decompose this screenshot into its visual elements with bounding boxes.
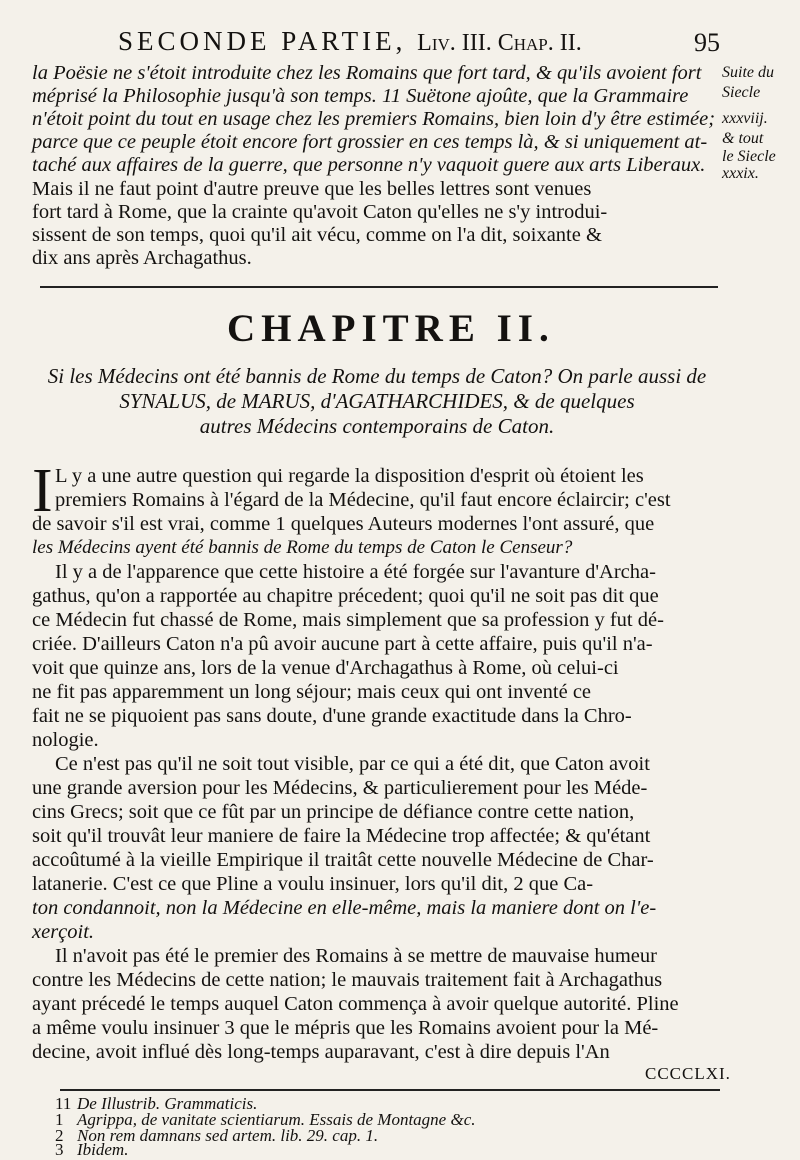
body-line: gathus, qu'on a rapportée au chapitre précedent; quoi qu'il ne soit pas dit que bbox=[32, 585, 659, 607]
body-line: latanerie. C'est ce que Pline a voulu insinuer, lors qu'il dit, 2 que Ca- bbox=[32, 873, 594, 895]
text-line: parce que ce peuple étoit encore fort grossier en ces temps là, & si uniquement at- bbox=[32, 131, 708, 153]
body-line: cins Grecs; soit que ce fût par un principe de défiance contre cette nation, bbox=[32, 801, 635, 823]
footnote-number: 11 bbox=[55, 1094, 72, 1113]
text-line: méprisé la Philosophie jusqu'à son temps. 11 Suëtone ajoûte, que la Grammaire bbox=[32, 85, 689, 107]
chapter-subtitle-line: autres Médecins contemporains de Caton. bbox=[199, 414, 555, 438]
text-line: taché aux affaires de la guerre, que personne n'y vaquoit guere aux arts Liberaux. bbox=[32, 154, 706, 176]
text-line: sissent de son temps, quoi qu'il ait vécu, comme on l'a dit, soixante & bbox=[32, 224, 602, 246]
body-line: Ce n'est pas qu'il ne soit tout visible, par ce qui a été dit, que Caton avoit bbox=[55, 753, 650, 775]
footnote-text: De Illustrib. Grammaticis. bbox=[77, 1094, 258, 1113]
margin-line: le Siecle bbox=[722, 148, 776, 165]
body-line: ayant précedé le temps auquel Caton commença à avoir quelque autorité. Pline bbox=[32, 993, 679, 1015]
body-line: Il n'avoit pas été le premier des Romains à se mettre de mauvaise humeur bbox=[55, 945, 657, 967]
footnote-number: 1 bbox=[55, 1110, 64, 1129]
body-line: les Médecins ayent été bannis de Rome du temps de Caton le Censeur? bbox=[32, 537, 573, 558]
running-head bbox=[118, 26, 582, 57]
running-head-title: SECONDE PARTIE, bbox=[118, 26, 407, 56]
chapter-subtitle-line: Si les Médecins ont été bannis de Rome du temps de Caton? On parle aussi de bbox=[47, 364, 707, 388]
body-line: criée. D'ailleurs Caton n'a pû avoir aucune part à cette affaire, puis qu'il n'a- bbox=[32, 633, 653, 655]
body-line: ce Médecin fut chassé de Rome, mais simplement que sa profession y fut dé- bbox=[32, 609, 664, 631]
margin-line: xxxviij. bbox=[722, 110, 768, 127]
text-line: n'étoit point du tout en usage chez les premiers Romains, bien loin d'y être estimée; bbox=[32, 108, 716, 130]
margin-line: xxxix. bbox=[722, 165, 759, 182]
body-line: nologie. bbox=[32, 729, 99, 751]
catchword: CCCCLXI. bbox=[645, 1064, 731, 1083]
footnote bbox=[55, 1140, 128, 1160]
body-line: voit que quinze ans, lors de la venue d'Archagathus à Rome, où celui-ci bbox=[32, 657, 619, 679]
body-line: L y a une autre question qui regarde la disposition d'esprit où étoient les bbox=[55, 465, 644, 487]
text-line: fort tard à Rome, que la crainte qu'avoit Caton qu'elles ne s'y introdui- bbox=[32, 201, 608, 223]
margin-line: Suite du bbox=[722, 64, 774, 81]
margin-line: & tout bbox=[722, 130, 764, 147]
footnote-text: Non rem damnans sed artem. lib. 29. cap. 1. bbox=[77, 1126, 379, 1145]
text-line: la Poësie ne s'étoit introduite chez les Romains que fort tard, & qu'ils avoient fort bbox=[32, 62, 702, 84]
chapter-subtitle-line: SYNALUS, de MARUS, d'AGATHARCHIDES, & de quelques bbox=[119, 389, 635, 413]
body-line: contre les Médecins de cette nation; le mauvais traitement fait à Archagathus bbox=[32, 969, 663, 991]
text-line: Mais il ne faut point d'autre preuve que les belles lettres sont venues bbox=[32, 178, 592, 200]
page-number: 95 bbox=[694, 28, 720, 57]
body-line: premiers Romains à l'égard de la Médecine, qu'il faut encore éclaircir; c'est bbox=[55, 489, 671, 511]
footnote-divider bbox=[60, 1089, 720, 1091]
footnote-text: Agrippa, de vanitate scientiarum. Essais de Montagne &c. bbox=[77, 1110, 476, 1129]
body-line: Il y a de l'apparence que cette histoire a été forgée sur l'avanture d'Archa- bbox=[55, 561, 656, 583]
body-line: fait ne se piquoient pas sans doute, d'une grande exactitude dans la Chro- bbox=[32, 705, 632, 727]
footnote-number: 3 bbox=[55, 1140, 64, 1159]
body-line: de savoir s'il est vrai, comme 1 quelques Auteurs modernes l'ont assuré, que bbox=[32, 513, 655, 535]
chapter-title: CHAPITRE II. bbox=[227, 307, 555, 350]
drop-cap: I bbox=[32, 457, 53, 525]
footnote-text: Ibidem. bbox=[77, 1140, 129, 1159]
section-divider bbox=[40, 286, 718, 288]
body-line: soit qu'il trouvât leur maniere de faire la Médecine trop affectée; & qu'étant bbox=[32, 825, 651, 847]
body-line: a même voulu insinuer 3 que le mépris que les Romains avoient pour la Mé- bbox=[32, 1017, 659, 1039]
text-line: dix ans après Archagathus. bbox=[32, 247, 252, 269]
body-line: ne fit pas apparemment un long séjour; mais ceux qui ont inventé ce bbox=[32, 681, 592, 703]
body-line: ton condannoit, non la Médecine en elle-même, mais la maniere dont on l'e- bbox=[32, 897, 657, 919]
footnote-number: 2 bbox=[55, 1126, 64, 1145]
margin-line: Siecle bbox=[722, 84, 761, 101]
body-line: accoûtumé à la vieille Empirique il traitât cette nouvelle Médecine de Char- bbox=[32, 849, 654, 871]
body-line: une grande aversion pour les Médecins, & particulierement pour les Méde- bbox=[32, 777, 648, 799]
body-line: xerçoit. bbox=[32, 921, 95, 943]
running-head-chapter: Liv. III. Chap. II. bbox=[417, 30, 582, 56]
body-line: decine, avoit influé dès long-temps auparavant, c'est à dire depuis l'An bbox=[32, 1041, 610, 1063]
